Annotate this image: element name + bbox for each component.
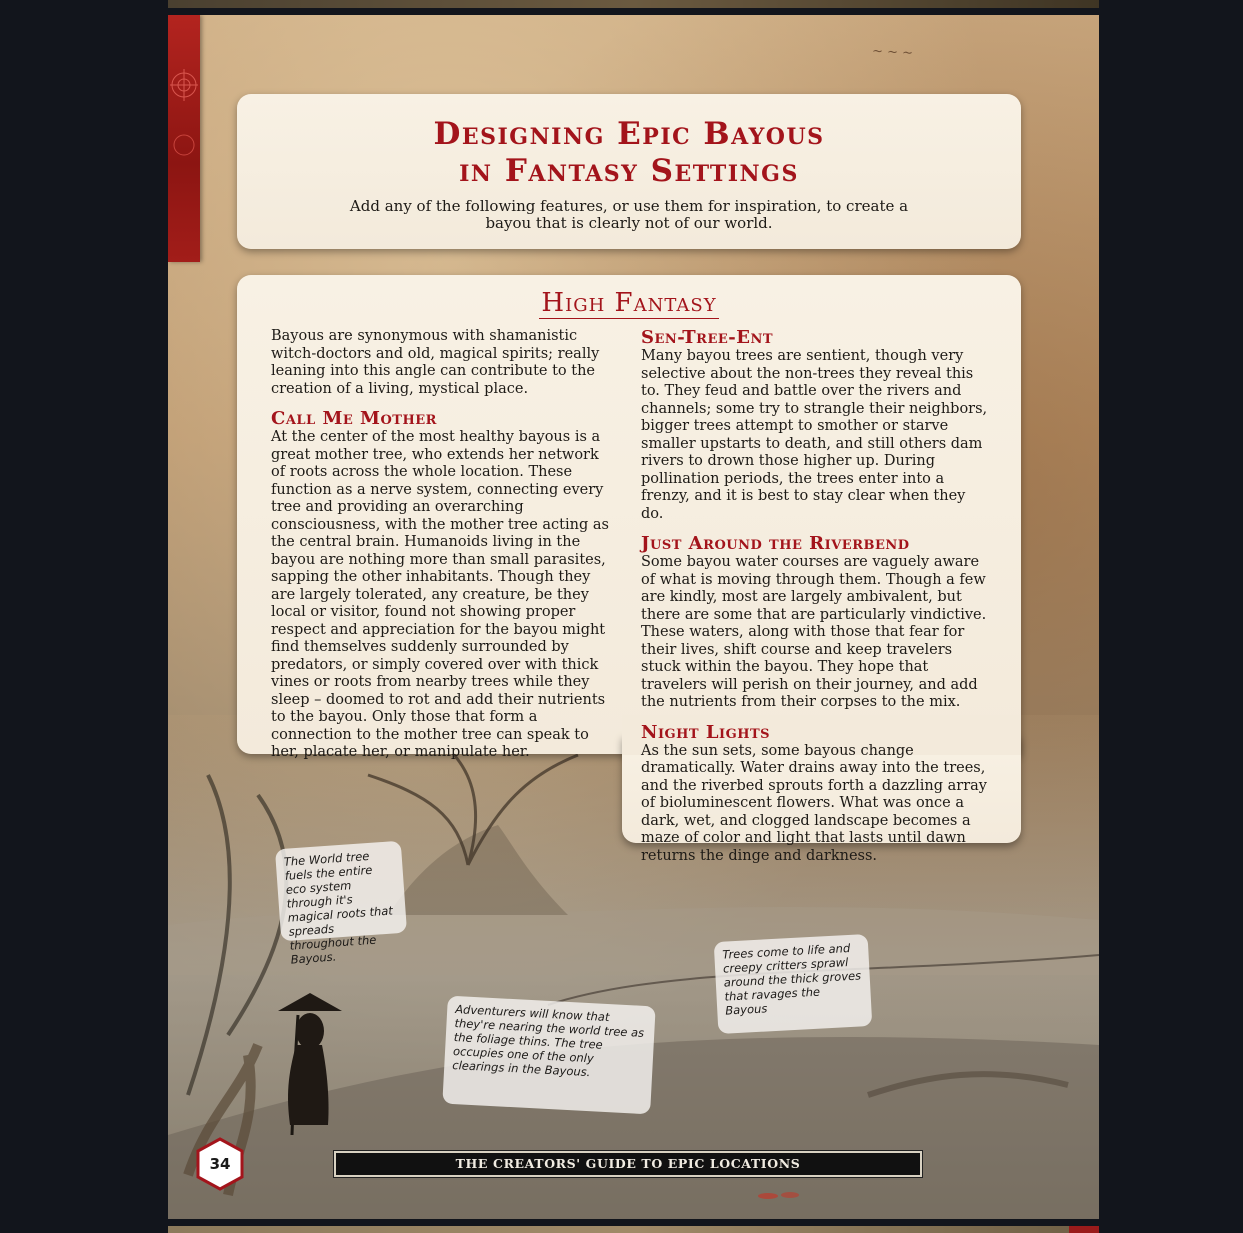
- subsection-body-call-me-mother: At the center of the most healthy bayous is a great mother tree, who extends her network of roots across the whole location. These function as a nerve system, connecting every tree and providing an overarching consciousness, with the mother tree acting as the central brain. Humanoids living in the bayou are nothing more than small parasites, sapping the other inhabitants. Though they are largely tolerated, any creature, be they local or visitor, found not showing proper respect and appreciation for the bayou might find themselves suddenly surrounded by predators, or simply covered over with thick vines or roots from nearby trees while they sleep – doomed to rot and add their nutrients to the bayou. Only those that form a connection to the mother tree can speak to her, placate her, or manipulate her.: [271, 429, 609, 760]
- page-subtitle: Add any of the following features, or use them for inspiration, to create a bayou that is clearly not of our world.: [349, 197, 909, 232]
- footer-ornament-icon: [756, 1191, 806, 1201]
- sketch-note-adventurers: Adventurers will know that they're nearing the world tree as the foliage thins. The tree occupies one of the only clearings in the Bayous.: [442, 996, 655, 1115]
- next-page-edge: [168, 1226, 1099, 1233]
- left-column: [271, 328, 616, 762]
- section-title: [237, 288, 1021, 318]
- subsection-heading-sen-tree-ent: Sen-Tree-Ent: [641, 327, 774, 348]
- subsection-body-riverbend: Some bayou water courses are vaguely aware of what is moving through them. Though a few are kindly, most are largely ambivalent, but there are some that are particularly vindictive. These waters, along with those that fear for their lives, shift course and keep travelers stuck within the bayou. They hope that travelers will perish on their journey, and add the nutrients from their corpses to the mix.: [641, 554, 987, 710]
- red-ribbon-decoration: [168, 15, 200, 262]
- section-title-text: High Fantasy: [541, 288, 717, 318]
- footer-book-title: THE CREATORS' GUIDE TO EPIC LOCATIONS: [334, 1151, 922, 1177]
- subsection-body-night-lights: As the sun sets, some bayous change dramatically. Water drains away into the trees, and the riverbed sprouts forth a dazzling array of bioluminescent flowers. What was once a dark, wet, and clogged landscape becomes a maze of color and light that lasts until dawn returns the dinge and darkness.: [641, 742, 987, 864]
- subsection-heading-call-me-mother: Call Me Mother: [271, 408, 437, 429]
- sketch-note-trees-alive: Trees come to life and creepy critters sprawl around the thick groves that ravages the Bayous: [714, 934, 873, 1034]
- sketch-note-world-tree: The World tree fuels the entire eco system through it's magical roots that spreads throughout the Bayous.: [275, 841, 407, 942]
- subsection-heading-night-lights: Night Lights: [641, 721, 771, 743]
- previous-page-edge: [168, 0, 1099, 8]
- subsection-body-sen-tree-ent: Many bayou trees are sentient, though very selective about the non-trees they reveal this to. They feud and battle over the rivers and channels; some try to strangle their neighbors, bigger trees attempt to smother or starve smaller upstarts to death, and still others dam rivers to drown those higher up. During pollination periods, the trees enter into a frenzy, and it is best to stay clear when they do.: [641, 348, 988, 522]
- intro-paragraph: Bayous are synonymous with shamanistic witch-doctors and old, magical spirits; really leaning into this angle can contribute to the creation of a living, mystical place.: [271, 328, 600, 397]
- title-line-1: Designing Epic Bayous: [433, 116, 825, 152]
- subsection-heading-riverbend: Just Around the Riverbend: [641, 533, 910, 554]
- compass-ornament-icon: [170, 55, 198, 175]
- title-panel: [237, 94, 1021, 249]
- page-title: [237, 116, 1021, 190]
- right-column: [641, 328, 991, 865]
- page-number: 34: [209, 1155, 231, 1173]
- book-page: [168, 15, 1099, 1219]
- margin-scribble: ~ ~ ~: [871, 43, 914, 62]
- title-line-2: in Fantasy Settings: [459, 153, 799, 189]
